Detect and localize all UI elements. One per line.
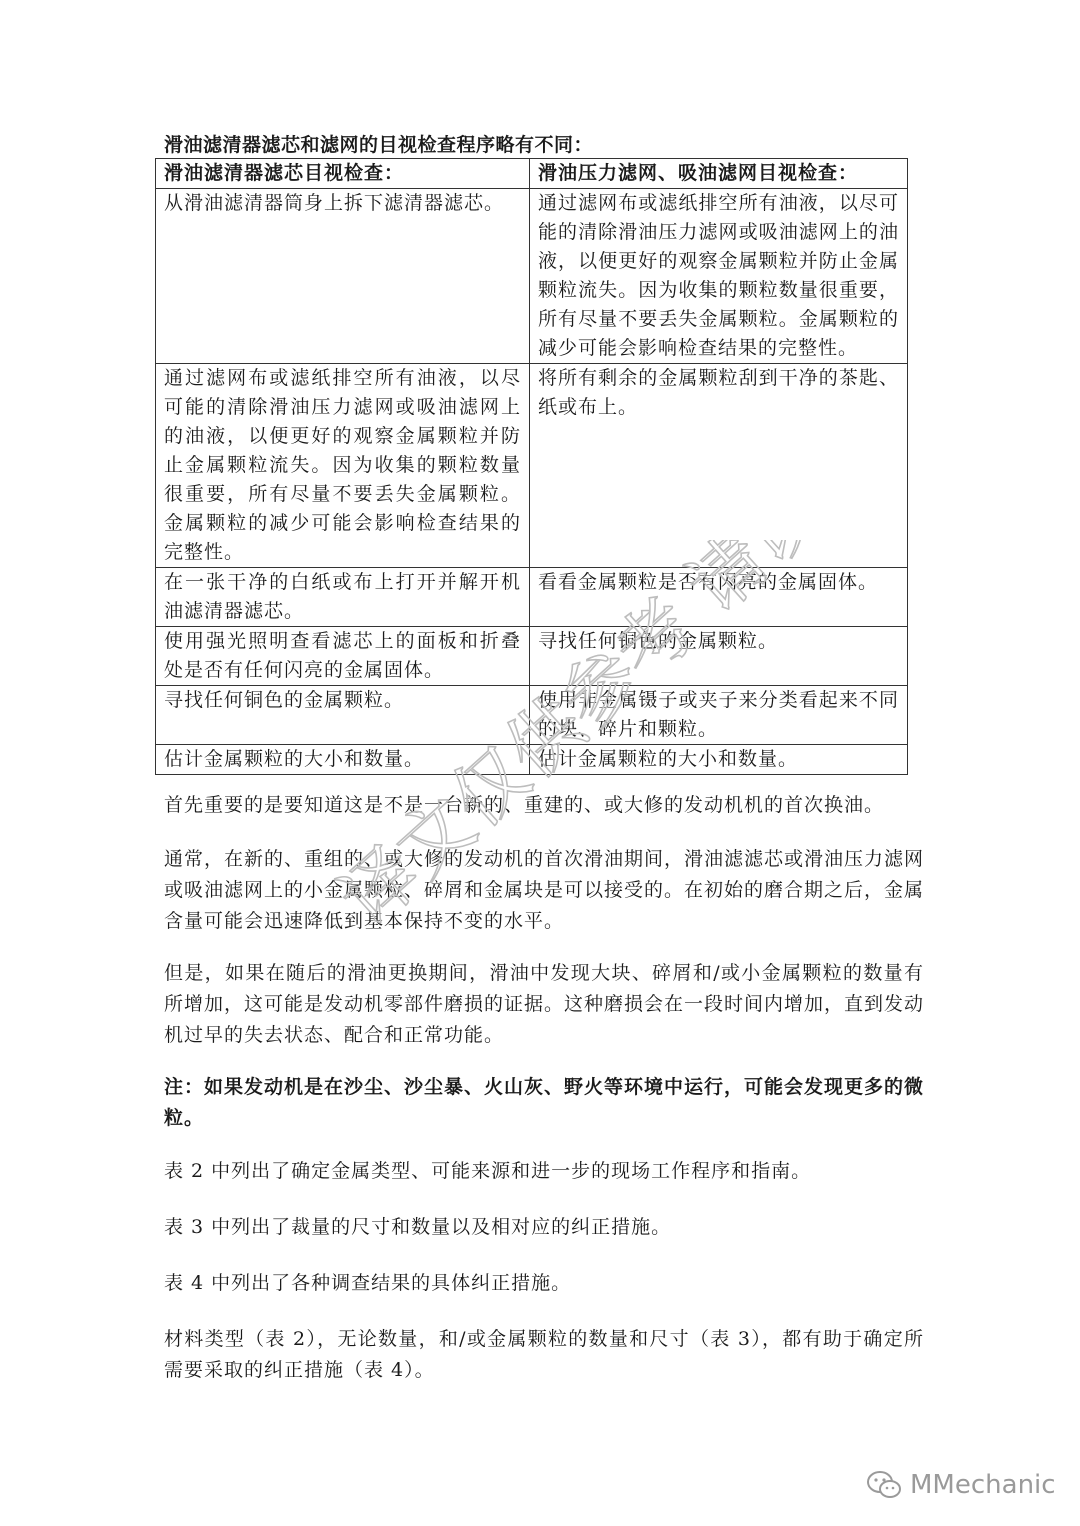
table-row: [156, 189, 908, 364]
paragraph-table2: 表 2 中列出了确定金属类型、可能来源和进一步的现场工作程序和指南。: [164, 1160, 812, 1182]
table-row: [156, 627, 908, 686]
header-filter-element: 滑油滤清器滤芯目视检查：: [156, 159, 530, 189]
table-row: [156, 745, 908, 775]
table-cell: 通过滤网布或滤纸排空所有油液，以尽可能的清除滑油压力滤网或吸油滤网上的油液，以便更好的观察金属颗粒并防止金属颗粒流失。因为收集的颗粒数量很重要，所有尽量不要丢失金属颗粒。金属颗粒的减少可能会影响检查结果的完整性。: [530, 189, 908, 364]
table-cell: 估计金属颗粒的大小和数量。: [156, 745, 530, 775]
wechat-icon: [866, 1470, 902, 1500]
table-cell: 使用非金属镊子或夹子来分类看起来不同的块、碎片和颗粒。: [530, 686, 908, 745]
paragraph-table4: 表 4 中列出了各种调查结果的具体纠正措施。: [164, 1272, 572, 1294]
brand-name: MMechanic: [910, 1470, 1056, 1500]
table-cell: 看看金属颗粒是否有闪亮的金属固体。: [530, 568, 908, 627]
table-header-row: [156, 159, 908, 189]
inspection-comparison-table: [155, 158, 908, 775]
header-screen: 滑油压力滤网、吸油滤网目视检查：: [530, 159, 908, 189]
table-cell: 从滑油滤清器筒身上拆下滤清器滤芯。: [156, 189, 530, 364]
paragraph-note: 注：如果发动机是在沙尘、沙尘暴、火山灰、野火等环境中运行，可能会发现更多的微粒。: [164, 1076, 925, 1129]
table-cell: 将所有剩余的金属颗粒刮到干净的茶匙、纸或布上。: [530, 364, 908, 568]
paragraph-wear-evidence: 但是，如果在随后的滑油更换期间，滑油中发现大块、碎屑和/或小金属颗粒的数量有所增加，这可能是发动机零部件磨损的证据。这种磨损会在一段时间内增加，直到发动机过早的失去状态、配合和正常功能。: [164, 962, 925, 1046]
table-row: [156, 364, 908, 568]
table-row: [156, 568, 908, 627]
table-row: [156, 686, 908, 745]
paragraph-material-type: 材料类型（表 2），无论数量，和/或金属颗粒的数量和尺寸（表 3），都有助于确定所需要采取的纠正措施（表 4）。: [164, 1328, 924, 1381]
table-cell: 寻找任何铜色的金属颗粒。: [530, 627, 908, 686]
table-cell: 估计金属颗粒的大小和数量。: [530, 745, 908, 775]
paragraph-first-oil-change: 首先重要的是要知道这是不是一台新的、重建的、或大修的发动机机的首次换油。: [164, 794, 885, 816]
intro-heading: 滑油滤清器滤芯和滤网的目视检查程序略有不同：: [164, 134, 594, 156]
wechat-brand: [866, 1470, 1056, 1500]
table-cell: 通过滤网布或滤纸排空所有油液，以尽可能的清除滑油压力滤网或吸油滤网上的油液，以便更好的观察金属颗粒并防止金属颗粒流失。因为收集的颗粒数量很重要，所有尽量不要丢失金属颗粒。金属颗粒的减少可能会影响检查结果的完整性。: [156, 364, 530, 568]
table-cell: 在一张干净的白纸或布上打开并解开机油滤清器滤芯。: [156, 568, 530, 627]
paragraph-table3: 表 3 中列出了裁量的尺寸和数量以及相对应的纠正措施。: [164, 1216, 672, 1238]
paragraph-break-in: 通常，在新的、重组的、或大修的发动机的首次滑油期间，滑油滤滤芯或滑油压力滤网或吸油滤网上的小金属颗粒、碎屑和金属块是可以接受的。在初始的磨合期之后，金属含量可能会迅速降低到基本保持不变的水平。: [164, 848, 925, 932]
watermark-text: 译文仅供参考: [324, 582, 713, 944]
table-cell: 使用强光照明查看滤芯上的面板和折叠处是否有任何闪亮的金属固体。: [156, 627, 530, 686]
table-cell: 寻找任何铜色的金属颗粒。: [156, 686, 530, 745]
